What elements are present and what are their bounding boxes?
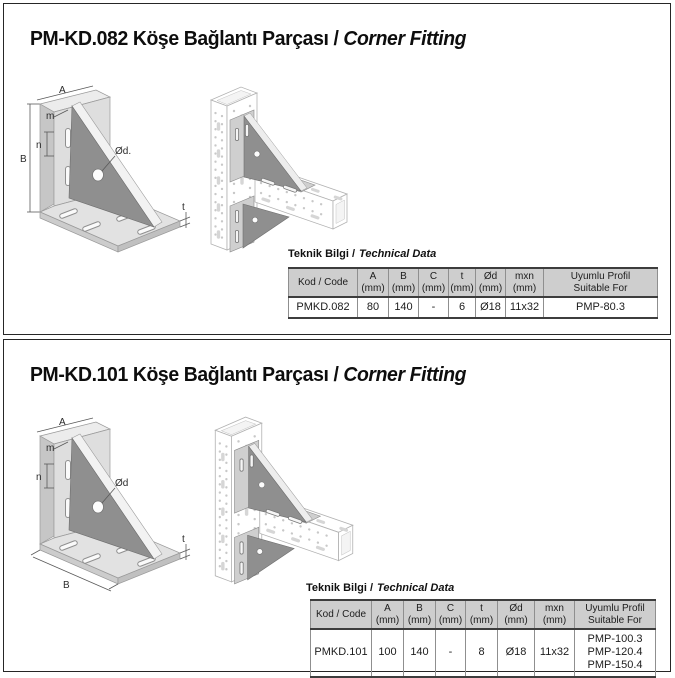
dim-label-t: t xyxy=(182,202,185,213)
cell-a: 100 xyxy=(372,629,404,677)
tech-data-label-tr: Teknik Bilgi / xyxy=(288,248,356,260)
table-header-row xyxy=(289,268,658,297)
dim-label-n: n xyxy=(36,140,42,151)
cell-code: PMKD.101 xyxy=(314,646,368,659)
col-header-t: t (mm) xyxy=(466,600,498,629)
product-title xyxy=(30,28,466,51)
dim-label-a: A xyxy=(59,417,66,428)
assembly-drawing xyxy=(201,410,365,596)
product-title-text: PM-KD.101 Köşe Bağlantı Parçası / xyxy=(30,364,339,386)
product-title-text: PM-KD.082 Köşe Bağlantı Parçası / xyxy=(30,28,339,50)
technical-data-table xyxy=(288,267,658,319)
product-section-pmkd101 xyxy=(3,339,671,672)
col-header-d: Ød (mm) xyxy=(498,600,535,629)
cell-profiles: PMP-100.3 PMP-120.4 PMP-150.4 xyxy=(575,629,656,677)
product-section-pmkd082 xyxy=(3,3,671,335)
table-row xyxy=(289,297,658,318)
product-title-english: Corner Fitting xyxy=(343,364,467,386)
table-row xyxy=(311,629,656,677)
cell-b: 140 xyxy=(389,297,419,318)
col-header-profile: Uyumlu Profil Suitable For xyxy=(575,600,656,629)
assembly-drawing xyxy=(197,80,359,264)
col-header-d: Ød (mm) xyxy=(476,268,506,297)
dim-label-m: m xyxy=(46,443,55,454)
col-header-b: B (mm) xyxy=(389,268,419,297)
col-header-mxn: mxn (mm) xyxy=(535,600,575,629)
col-header-c: C (mm) xyxy=(436,600,466,629)
dim-label-b: B xyxy=(63,580,70,591)
tech-data-label-en: Technical Data xyxy=(359,248,437,260)
col-header-t: t (mm) xyxy=(449,268,476,297)
corner-bracket-drawing xyxy=(18,416,200,602)
col-header-a: A (mm) xyxy=(358,268,389,297)
tech-data-label xyxy=(306,582,454,594)
cell-d: Ø18 xyxy=(476,297,506,318)
cell-t: 8 xyxy=(466,629,498,677)
col-header-mxn: mxn (mm) xyxy=(506,268,544,297)
cell-b: 140 xyxy=(404,629,436,677)
col-header-code: Kod / Code xyxy=(289,268,358,297)
product-title-english: Corner Fitting xyxy=(343,28,467,50)
dim-label-n: n xyxy=(36,472,42,483)
dim-label-a: A xyxy=(59,85,66,96)
cell-profiles: PMP-80.3 xyxy=(544,297,658,318)
dim-label-m: m xyxy=(46,111,55,122)
dim-label-t: t xyxy=(182,534,185,545)
tech-data-label-tr: Teknik Bilgi / xyxy=(306,582,374,594)
table-header-row xyxy=(311,600,656,629)
cell-d: Ø18 xyxy=(498,629,535,677)
col-header-code: Kod / Code xyxy=(311,600,372,629)
cell-c: - xyxy=(436,629,466,677)
dim-label-diameter: Ød xyxy=(115,478,129,489)
technical-data-table xyxy=(310,599,656,678)
corner-bracket-drawing xyxy=(18,84,200,262)
product-title xyxy=(30,364,466,387)
cell-c: - xyxy=(419,297,449,318)
cell-code: PMKD.082 xyxy=(296,301,350,313)
tech-data-label-en: Technical Data xyxy=(377,582,455,594)
cell-mxn: 11x32 xyxy=(535,629,575,677)
dim-label-diameter: Ød. xyxy=(115,146,132,157)
col-header-profile: Uyumlu Profil Suitable For xyxy=(544,268,658,297)
cell-mxn: 11x32 xyxy=(506,297,544,318)
cell-a: 80 xyxy=(358,297,389,318)
col-header-a: A (mm) xyxy=(372,600,404,629)
dim-label-b: B xyxy=(20,154,27,165)
col-header-c: C (mm) xyxy=(419,268,449,297)
col-header-b: B (mm) xyxy=(404,600,436,629)
tech-data-label xyxy=(288,248,436,260)
cell-t: 6 xyxy=(449,297,476,318)
